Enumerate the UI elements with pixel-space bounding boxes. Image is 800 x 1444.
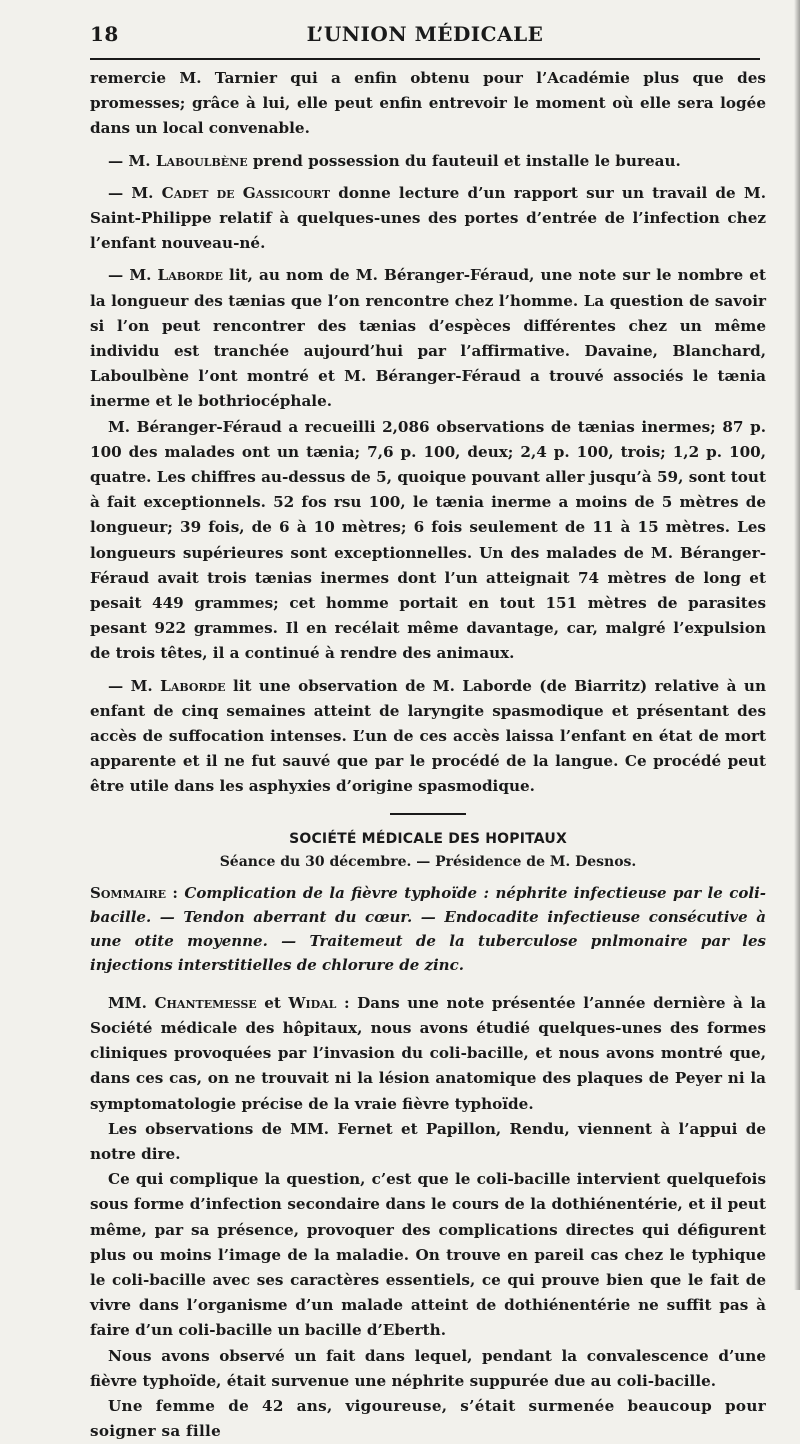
page-edge-shadow — [794, 0, 800, 1290]
paragraph-chantemesse-widal: MM. Chantemesse et Widal : Dans une note présentée l’année dernière à la Société médicale des hôpitaux, nous avons étudié quelques-unes des formes cliniques provoquées par l’invasion du coli-bacille, et nous avons montré que, dans ces cas, on ne trouvait ni la lésion anatomique des plaques de Peyer ni la symptomatologie précise de la vraie fièvre typhoïde. — [90, 993, 766, 1113]
person-name: Cadet de Gassicourt — [161, 183, 331, 202]
running-title: L’UNION MÉDICALE — [306, 22, 544, 46]
summary-block: Sommaire : Complication de la fièvre typhoïde : néphrite infectieuse par le coli-bacille. — Tendon aberrant du cœur. — Endocadite infectieuse consécutive à une otite moyenne. — Traitemeut de la tuberculose pnlmonaire par les injections interstitielles de chlorure de zinc. — [90, 883, 766, 974]
page-number: 18 — [90, 22, 119, 46]
paragraph-case-report: Une femme de 42 ans, vigoureuse, s’était surmenée beaucoup pour soigner sa fille — [90, 1396, 766, 1441]
paragraph-fernet-papillon: Les observations de MM. Fernet et Papillon, Rendu, viennent à l’appui de notre dire. — [90, 1119, 766, 1163]
person-name: Laboulbène — [155, 151, 248, 170]
paragraph-laborde-laryngite: — M. Laborde lit une observation de M. Laborde (de Biarritz) relative à un enfant de cinq semaines atteint de laryngite spasmodique et présentant des accès de suffocation intenses. L’un de ces accès laissa l’enfant en état de mort apparente et il ne fut sauvé que par le procédé de la langue. Ce procédé peut être utile dans les asphyxies d’origine spasmodique. — [90, 676, 766, 796]
paragraph-cadet-de-gassicourt: — M. Cadet de Gassicourt donne lecture d’un rapport sur un travail de M. Saint-Philippe relatif à quelques-unes des portes d’entrée de l’infection chez l’enfant nouveau-né. — [90, 183, 766, 253]
paragraph-laboulbene: — M. Laboulbène prend possession du fauteuil et installe le bureau. — [108, 151, 681, 170]
paragraph-coli-bacille: Ce qui complique la question, c’est que le coli-bacille intervient quelquefois sous forme d’infection secondaire dans le cours de la dothiénentérie, et il peut même, par sa présence, provoquer des complications directes qui défigurent plus ou moins l’image de la maladie. On trouve en pareil cas chez le typhique le coli-bacille avec ses caractères essentiels, ce qui prouve bien que le fait de vivre dans l’organisme d’un malade atteint de dothiénentérie ne suffit pas à faire d’un coli-bacille un bacille d’Eberth. — [90, 1170, 766, 1340]
person-name: Chantemesse — [154, 993, 257, 1012]
paragraph-nephrite: Nous avons observé un fait dans lequel, pendant la convalescence d’une fièvre typhoïde, était survenue une néphrite suppurée due au coli-bacille. — [90, 1346, 766, 1390]
person-name: Widal — [288, 993, 337, 1012]
paragraph-tarnier: remercie M. Tarnier qui a enfin obtenu pour l’Académie plus que des promesses; grâce à lui, elle peut enfin entrevoir le moment où elle sera logée dans un local convenable. — [90, 69, 766, 138]
summary-text: Complication de la fièvre typhoïde : néphrite infectieuse par le coli-bacille. — Tendon aberrant du cœur. — Endocadite infectieuse consécutive à une otite moyenne. — Traitemeut de la tuberculose pnlmonaire par les injections interstitielles de chlorure de zinc. — [90, 883, 766, 974]
page-header — [90, 20, 760, 52]
paragraph-beranger-feraud-statistics: M. Béranger-Féraud a recueilli 2,086 observations de tænias inermes; 87 p. 100 des malades ont un tænia; 7,6 p. 100, deux; 2,4 p. 100, trois; 1,2 p. 100, quatre. Les chiffres au-dessus de 5, quoique pouvant aller jusqu’à 59, sont tout à fait exceptionnels. 52 fos rsu 100, le tænia inerme a moins de 5 mètres de longueur; 39 fois, de 6 à 10 mètres; 6 fois seulement de 11 à 15 mètres. Les longueurs supérieures sont exceptionnelles. Un des malades de M. Béranger-Féraud avait trois tænias inermes dont l’un atteignait 74 mètres de long et pesait 449 grammes; cet homme portait en tout 151 mètres de parasites pesant 922 grammes. Il en recélait même davantage, car, malgré l’expulsion de trois têtes, il a continué à rendre des animaux. — [90, 417, 766, 663]
section-divider — [390, 813, 466, 815]
summary-label: Sommaire — [90, 883, 166, 902]
header-rule — [90, 58, 760, 60]
session-line: Séance du 30 décembre. — Présidence de M. Desnos. — [219, 853, 637, 870]
person-name: Laborde — [157, 266, 223, 285]
section-heading: SOCIÉTÉ MÉDICALE DES HOPITAUX — [289, 830, 567, 847]
paragraph-laborde-taenias: — M. Laborde lit, au nom de M. Béranger-Féraud, une note sur le nombre et la longueur des tænias que l’on rencontre chez l’homme. La question de savoir si l’on peut rencontrer des tænias d’espèces différentes chez un même individu est tranchée aujourd’hui par l’affirmative. Davaine, Blanchard, Laboulbène l’ont montré et M. Béranger-Féraud a trouvé associés le tænia inerme et le bothriocéphale. — [90, 266, 766, 411]
person-name: Laborde — [160, 676, 226, 695]
article-body — [90, 66, 766, 1444]
